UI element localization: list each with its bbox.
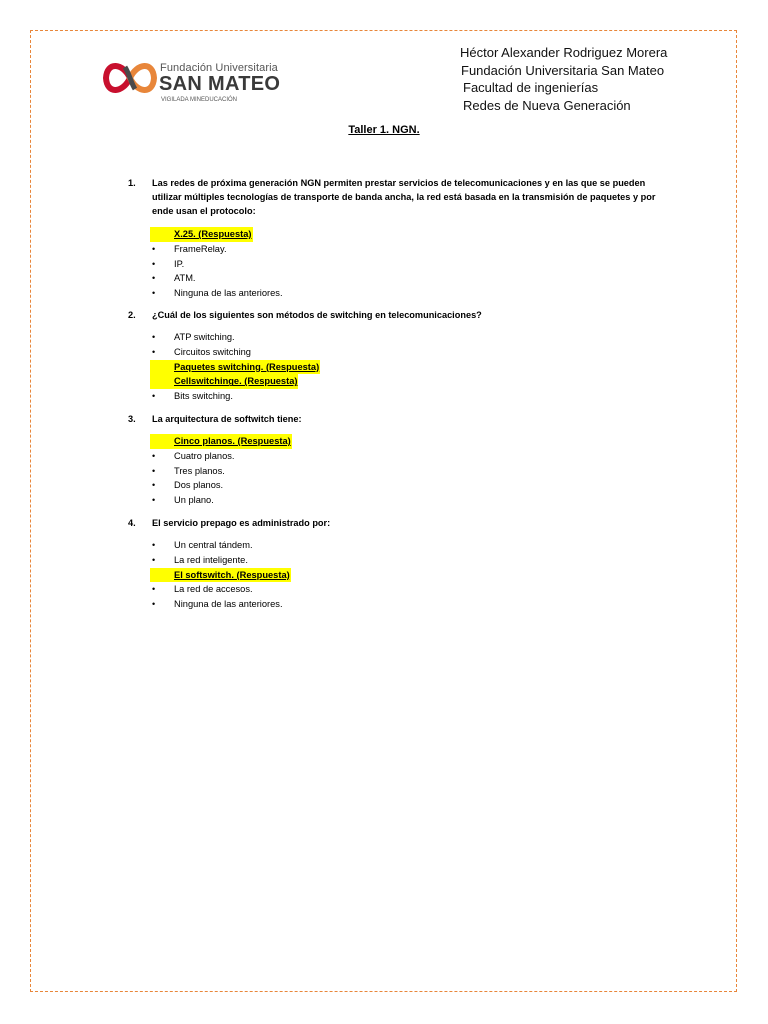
question-text: ¿Cuál de los siguientes son métodos de switching en telecomunicaciones? <box>152 310 482 320</box>
option-label: Cinco planos. (Respuesta) <box>174 436 291 446</box>
course-name: Redes de Nueva Generación <box>463 97 631 113</box>
answer-option <box>150 227 283 242</box>
bullet-icon: • <box>152 540 156 550</box>
university-logo <box>103 53 293 113</box>
option-label: Circuitos switching <box>174 346 251 357</box>
question-4 <box>128 516 668 530</box>
option-label: X.25. (Respuesta) <box>174 229 252 239</box>
option-label: Cuatro planos. <box>174 450 235 461</box>
option-label: Ninguna de las anteriores. <box>174 288 283 299</box>
page-border <box>30 30 737 992</box>
question-3 <box>128 412 668 426</box>
option-item <box>150 286 283 301</box>
option-label: Un central tándem. <box>174 540 253 550</box>
option-item <box>150 389 320 404</box>
option-label: Cellswitchinge. (Respuesta) <box>174 376 298 387</box>
faculty-name: Facultad de ingenierías <box>463 80 599 95</box>
bullet-icon: • <box>152 584 156 595</box>
question-text: El servicio prepago es administrado por: <box>152 518 331 528</box>
bullet-icon: • <box>152 346 156 357</box>
options-list <box>150 434 292 508</box>
logo-line-3: VIGILADA MINEDUCACIÓN <box>161 97 238 103</box>
option-item <box>150 242 283 257</box>
institution-name: Fundación Universitaria San Mateo <box>461 62 665 78</box>
option-label: La red inteligente. <box>174 554 248 565</box>
option-label: FrameRelay. <box>174 243 227 254</box>
option-label: ATM. <box>174 273 196 284</box>
bullet-icon: • <box>152 391 156 402</box>
bullet-icon: • <box>152 243 156 254</box>
document-title: Taller 1. NGN. <box>348 124 420 136</box>
san-mateo-emblem-icon <box>103 53 157 103</box>
question-number: 4. <box>128 518 136 528</box>
option-item <box>150 597 291 612</box>
question-number: 1. <box>128 178 136 188</box>
author-header <box>460 44 667 114</box>
option-label: Un plano. <box>174 495 214 506</box>
answer-option <box>150 374 320 389</box>
option-item <box>150 330 320 345</box>
author-name: Héctor Alexander Rodriguez Morera <box>460 45 668 60</box>
option-item <box>150 582 291 597</box>
answer-option <box>150 360 320 375</box>
option-item <box>150 345 320 360</box>
option-item <box>150 271 283 286</box>
question-text: Las redes de próxima generación NGN permiten prestar servicios de telecomunicaciones y en las que se pueden utilizar múltiples tecnologías de transporte de banda ancha, la red está basada en la transmisión de paquetes y por ende usan el protocolo: <box>152 178 656 216</box>
logo-line-1: Fundación Universitaria <box>160 62 278 74</box>
question-number: 2. <box>128 310 136 320</box>
option-label: ATP switching. <box>174 332 235 342</box>
question-number: 3. <box>128 414 136 424</box>
option-label: Paquetes switching. (Respuesta) <box>174 361 320 372</box>
bullet-icon: • <box>152 332 156 342</box>
logo-line-2: SAN MATEO <box>159 73 281 95</box>
question-2 <box>128 308 668 322</box>
options-list <box>150 538 291 612</box>
options-list <box>150 330 320 404</box>
option-item <box>150 538 291 553</box>
option-item <box>150 553 291 568</box>
bullet-icon: • <box>152 258 156 269</box>
bullet-icon: • <box>152 480 156 491</box>
option-label: Tres planos. <box>174 465 225 476</box>
bullet-icon: • <box>152 288 156 299</box>
question-1 <box>128 176 668 218</box>
option-item <box>150 257 283 272</box>
option-item <box>150 493 292 508</box>
option-label: Ninguna de las anteriores. <box>174 599 283 610</box>
bullet-icon: • <box>152 495 156 506</box>
answer-option <box>150 434 292 449</box>
bullet-icon: • <box>152 554 156 565</box>
bullet-icon: • <box>152 465 156 476</box>
option-item <box>150 478 292 493</box>
bullet-icon: • <box>152 450 156 461</box>
bullet-icon: • <box>152 273 156 284</box>
options-list <box>150 227 283 301</box>
answer-option <box>150 568 291 583</box>
option-label: La red de accesos. <box>174 584 253 595</box>
option-label: IP. <box>174 258 185 269</box>
bullet-icon: • <box>152 599 156 610</box>
question-text: La arquitectura de softwitch tiene: <box>152 414 302 424</box>
option-label: El softswitch. (Respuesta) <box>174 569 290 580</box>
option-item <box>150 449 292 464</box>
option-label: Bits switching. <box>174 391 233 402</box>
option-label: Dos planos. <box>174 480 224 491</box>
option-item <box>150 464 292 479</box>
